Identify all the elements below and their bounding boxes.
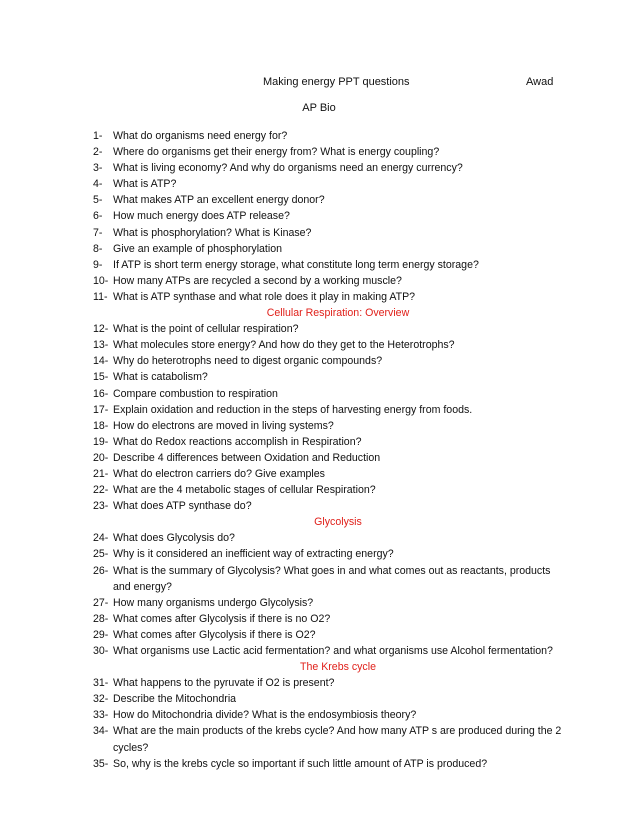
question-list	[93, 128, 563, 772]
question-item	[93, 627, 563, 643]
question-text: Give an example of phosphorylation	[113, 242, 283, 255]
question-number: 21-	[93, 467, 109, 480]
question-number: 6-	[93, 210, 103, 223]
question-text: Describe the Mitochondria	[113, 693, 237, 706]
question-number: 10-	[93, 274, 109, 287]
question-text: How do electrons are moved in living systems?	[113, 419, 334, 432]
question-item	[93, 691, 563, 707]
question-number: 27-	[93, 596, 109, 609]
section-heading: Glycolysis	[314, 516, 362, 529]
question-item	[93, 160, 563, 176]
question-text: How many ATPs are recycled a second by a working muscle?	[113, 274, 402, 287]
title-line	[0, 76, 638, 92]
question-text: If ATP is short term energy storage, what constitute long term energy storage?	[113, 258, 479, 271]
question-item	[93, 498, 563, 514]
question-text: What happens to the pyruvate if O2 is present?	[113, 677, 335, 690]
document-subtitle: AP Bio	[302, 102, 336, 114]
question-number: 24-	[93, 532, 109, 545]
question-text: What are the main products of the krebs cycle? And how many ATP s are produced during the 2 cycles?	[113, 725, 562, 754]
question-item	[93, 707, 563, 723]
question-text: What is the summary of Glycolysis? What goes in and what comes out as reactants, products and energy?	[113, 564, 551, 593]
question-text: What is ATP synthase and what role does it play in making ATP?	[113, 290, 416, 303]
question-text: What is living economy? And why do organisms need an energy currency?	[113, 162, 463, 175]
question-item	[93, 466, 563, 482]
question-item	[93, 176, 563, 192]
section-heading: The Krebs cycle	[300, 661, 376, 674]
question-number: 2-	[93, 146, 103, 159]
question-number: 7-	[93, 226, 103, 239]
question-number: 28-	[93, 612, 109, 625]
question-item	[93, 369, 563, 385]
question-number: 25-	[93, 548, 109, 561]
question-text: What are the 4 metabolic stages of cellular Respiration?	[113, 484, 376, 497]
question-number: 13-	[93, 339, 109, 352]
question-number: 1-	[93, 130, 103, 142]
question-number: 9-	[93, 258, 103, 271]
question-item	[93, 530, 563, 546]
question-item	[93, 563, 563, 595]
section-heading: Cellular Respiration: Overview	[266, 307, 410, 320]
question-text: What is the point of cellular respiration?	[113, 323, 299, 336]
question-number: 15-	[93, 371, 109, 384]
question-item	[93, 289, 563, 305]
question-text: What do electron carriers do? Give examples	[113, 467, 325, 480]
question-item	[93, 144, 563, 160]
question-number: 16-	[93, 387, 109, 400]
question-number: 11-	[93, 290, 108, 303]
question-number: 29-	[93, 628, 109, 641]
question-text: What comes after Glycolysis if there is no O2?	[113, 612, 331, 625]
question-item	[93, 225, 563, 241]
question-number: 32-	[93, 693, 109, 706]
document-title: Making energy PPT questions	[263, 76, 410, 88]
question-text: What molecules store energy? And how do they get to the Heterotrophs?	[113, 339, 455, 352]
question-number: 30-	[93, 645, 109, 657]
question-text: Compare combustion to respiration	[113, 387, 278, 400]
question-number: 22-	[93, 484, 109, 497]
question-item	[93, 611, 563, 627]
author-name: Awad	[526, 76, 554, 88]
question-text: What comes after Glycolysis if there is O2?	[113, 628, 316, 641]
question-text: What is catabolism?	[113, 371, 208, 384]
question-item	[93, 450, 563, 466]
question-number: 14-	[93, 355, 109, 368]
question-text: How do Mitochondria divide? What is the endosymbiosis theory?	[113, 709, 417, 722]
question-text: How much energy does ATP release?	[113, 210, 290, 223]
question-number: 26-	[93, 564, 109, 577]
question-item	[93, 128, 563, 144]
question-number: 19-	[93, 435, 109, 448]
question-item	[93, 208, 563, 224]
question-text: Explain oxidation and reduction in the steps of harvesting energy from foods.	[113, 403, 473, 416]
question-number: 18-	[93, 419, 109, 432]
question-number: 17-	[93, 403, 109, 416]
question-text: What organisms use Lactic acid fermentation? and what organisms use Alcohol fermentation?	[113, 645, 553, 657]
question-item	[93, 546, 563, 562]
question-item	[93, 257, 563, 273]
question-item	[93, 321, 563, 337]
question-item	[93, 402, 563, 418]
question-number: 20-	[93, 451, 109, 464]
question-text: What does Glycolysis do?	[113, 532, 235, 545]
question-item	[93, 418, 563, 434]
question-text: What do Redox reactions accomplish in Respiration?	[113, 435, 362, 448]
question-number: 12-	[93, 323, 109, 336]
question-text: What do organisms need energy for?	[113, 130, 288, 142]
question-text: What is ATP?	[113, 178, 177, 191]
question-item	[93, 386, 563, 402]
question-item	[93, 273, 563, 289]
question-item	[93, 723, 563, 755]
question-text: What makes ATP an excellent energy donor?	[113, 194, 325, 207]
question-text: Describe 4 differences between Oxidation and Reduction	[113, 451, 381, 464]
question-text: Why do heterotrophs need to digest organic compounds?	[113, 355, 383, 368]
question-number: 3-	[93, 162, 103, 175]
question-item	[93, 337, 563, 353]
question-item	[93, 643, 563, 659]
question-number: 31-	[93, 677, 109, 690]
question-text: Where do organisms get their energy from? What is energy coupling?	[113, 146, 440, 159]
question-number: 5-	[93, 194, 103, 207]
question-text: How many organisms undergo Glycolysis?	[113, 596, 314, 609]
question-text: Why is it considered an inefficient way of extracting energy?	[113, 548, 394, 561]
question-number: 34-	[93, 725, 109, 738]
question-item	[93, 434, 563, 450]
question-item	[93, 482, 563, 498]
question-item	[93, 241, 563, 257]
question-text: What does ATP synthase do?	[113, 500, 252, 513]
question-item	[93, 595, 563, 611]
question-item	[93, 192, 563, 208]
question-number: 4-	[93, 178, 103, 191]
question-number: 23-	[93, 500, 109, 513]
question-item	[93, 353, 563, 369]
question-number: 33-	[93, 709, 109, 722]
question-item	[93, 675, 563, 691]
question-item	[93, 756, 563, 772]
question-text: What is phosphorylation? What is Kinase?	[113, 226, 312, 239]
question-text: So, why is the krebs cycle so important if such little amount of ATP is produced?	[113, 757, 488, 770]
question-number: 35-	[93, 757, 109, 770]
question-number: 8-	[93, 242, 103, 255]
